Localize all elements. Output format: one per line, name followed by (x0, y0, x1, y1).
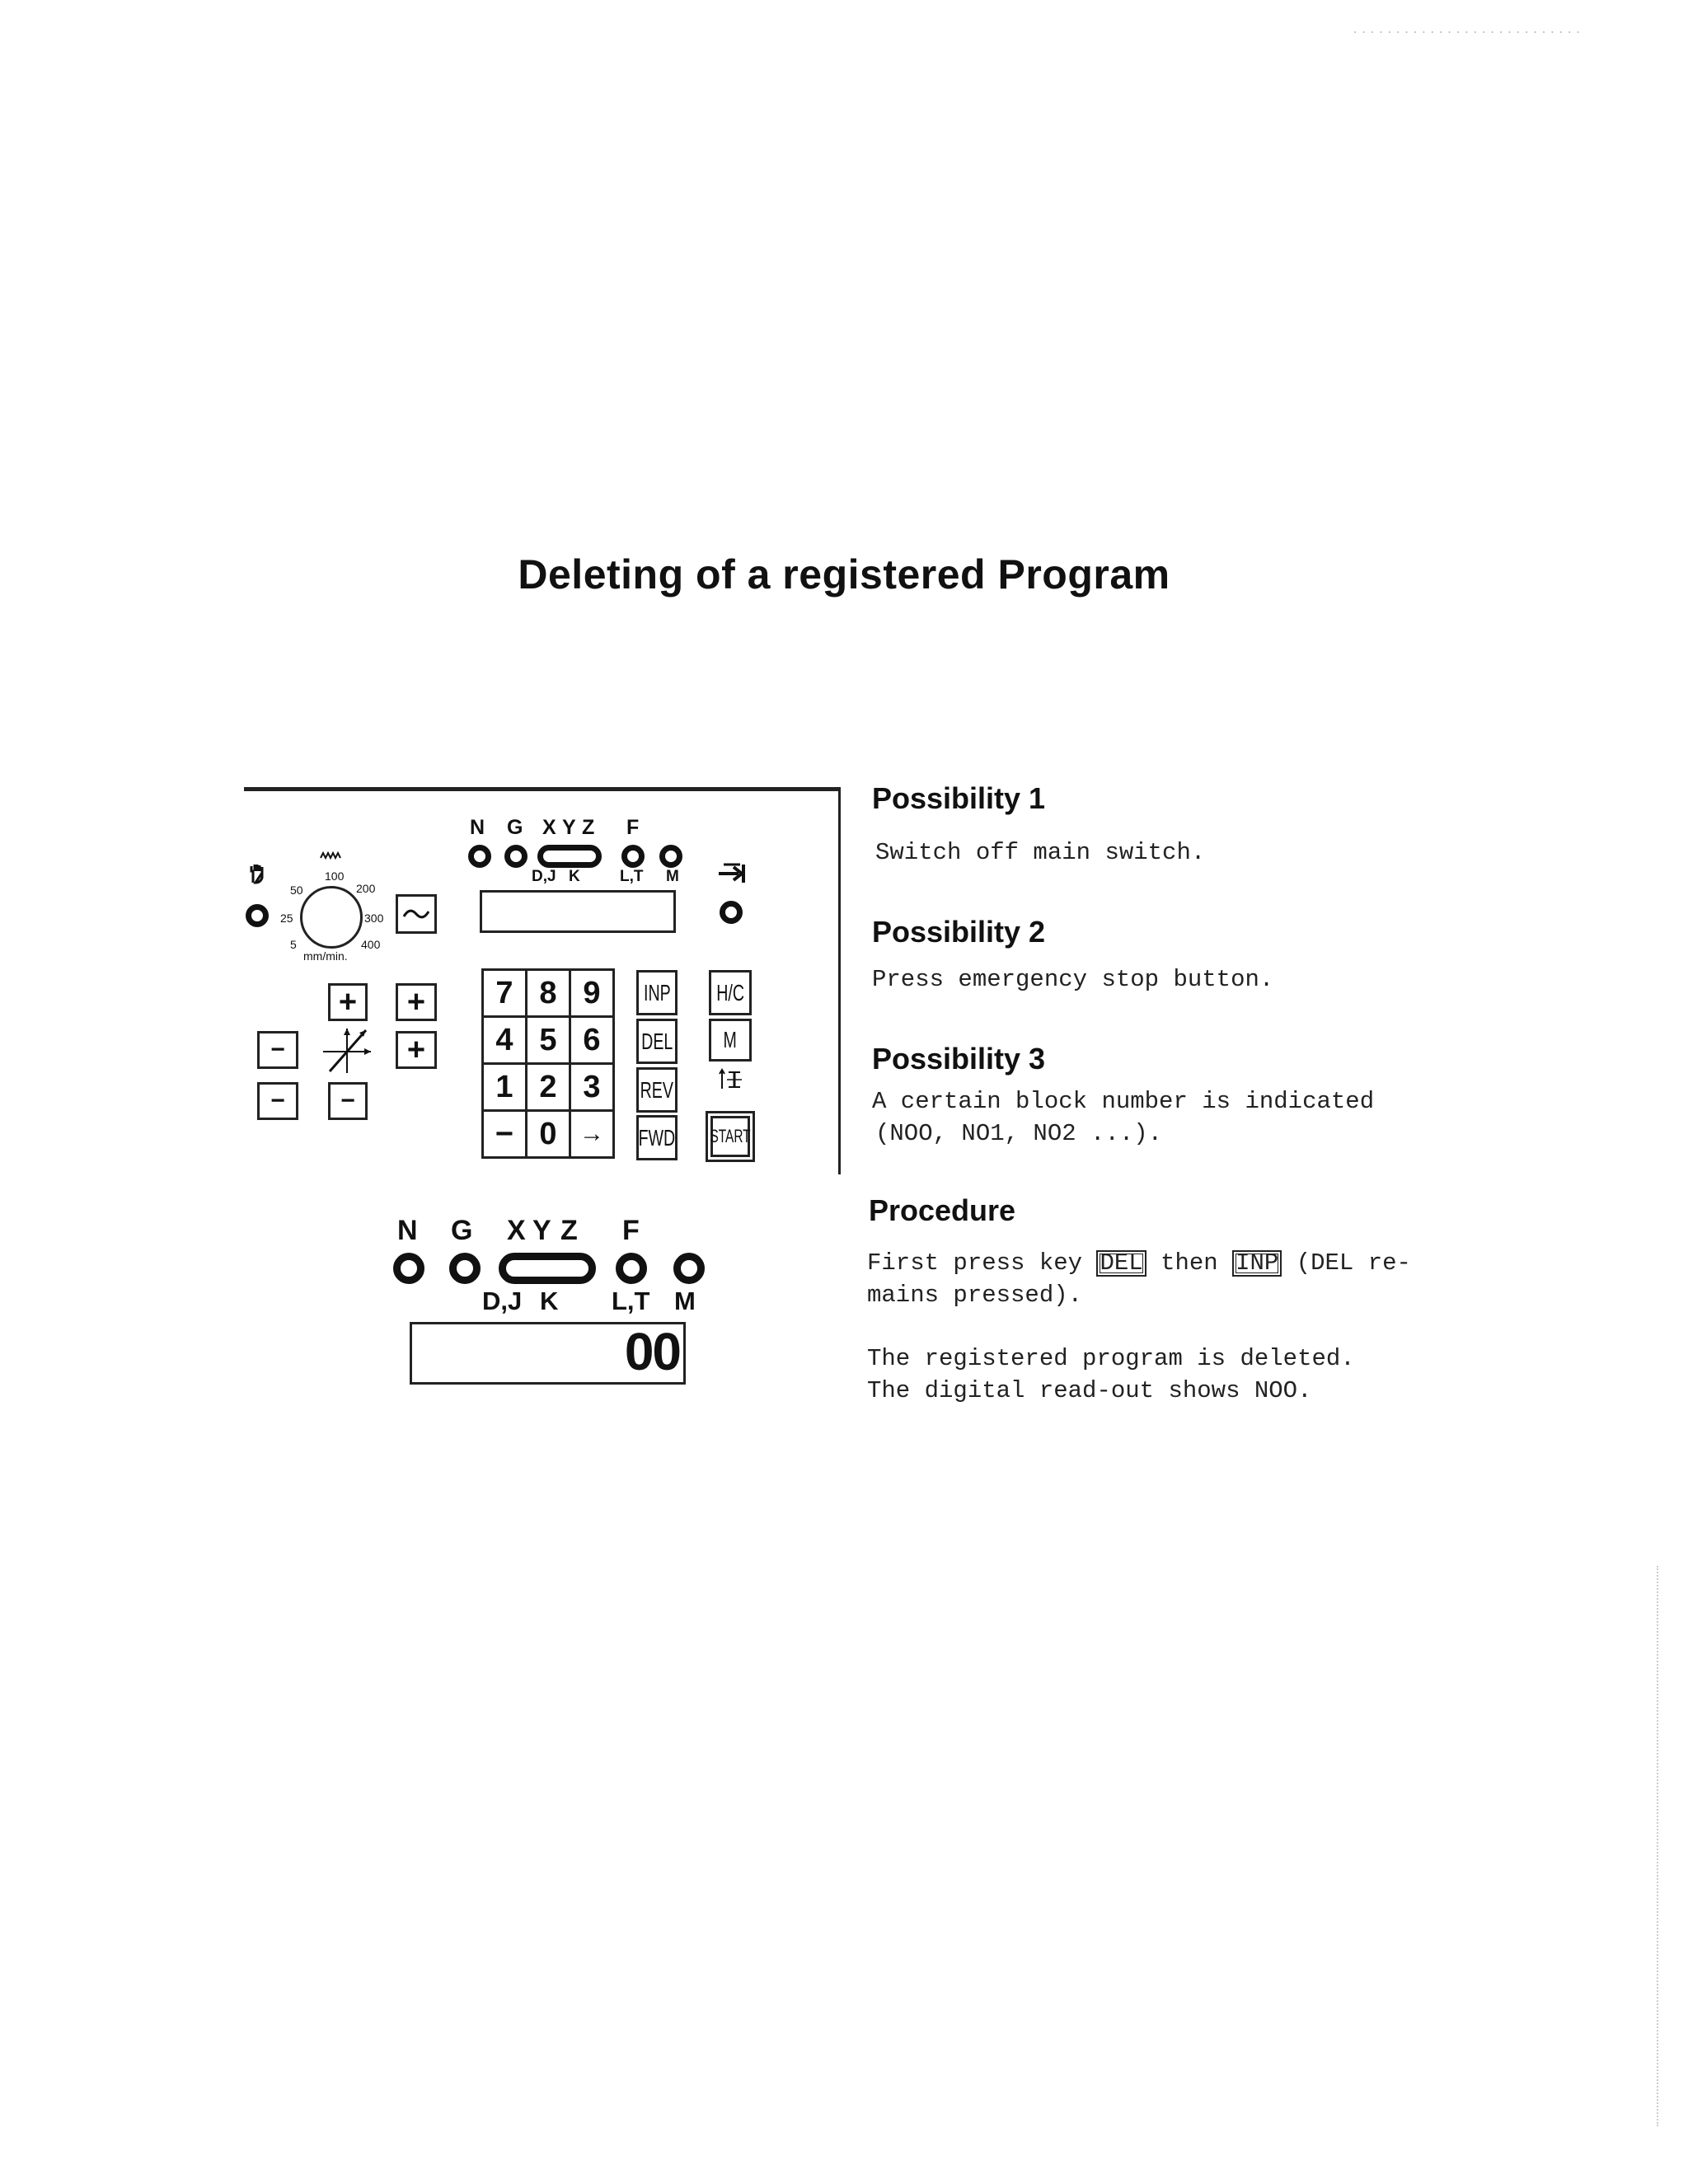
indicator-lamp-g (504, 845, 528, 868)
inp-key[interactable]: INP (636, 970, 678, 1015)
control-panel-diagram (239, 787, 841, 1174)
del-key-reference: DEL (1096, 1250, 1146, 1277)
panel-top-border (244, 787, 839, 791)
page-title: Deleting of a registered Program (518, 551, 1170, 598)
hc-key[interactable]: H/C (709, 970, 752, 1015)
possibility-3-text-line-2: (NOO, NO1, NO2 ...). (875, 1120, 1163, 1147)
readout-sublabel-m: M (674, 1286, 696, 1315)
fwd-key[interactable]: FWD (636, 1115, 678, 1160)
feed-rate-dial[interactable] (300, 886, 363, 949)
procedure-line-1: First press key DEL then INP (DEL re- (867, 1249, 1411, 1277)
keypad-key-9[interactable]: 9 (569, 968, 615, 1018)
dial-label-25: 25 (280, 912, 293, 925)
possibility-1-text: Switch off main switch. (875, 839, 1206, 866)
start-key[interactable]: START (706, 1111, 755, 1162)
readout-label-g: G (451, 1215, 473, 1246)
readout-lamp-g (449, 1253, 481, 1284)
readout-sublabel-k: K (540, 1286, 559, 1315)
rapid-traverse-button[interactable] (396, 894, 437, 934)
inp-key-reference: INP (1232, 1250, 1282, 1277)
readout-sublabel-dj: D,J (482, 1286, 523, 1315)
readout-label-z: Z (560, 1215, 578, 1246)
del-key[interactable]: DEL (636, 1019, 678, 1064)
readout-lamp-m (673, 1253, 705, 1284)
indicator-sublabel-lt: L,T (620, 868, 644, 885)
jog-minus-y-button[interactable]: − (328, 1082, 368, 1120)
cycle-lamp (720, 901, 743, 924)
wave-icon (320, 851, 341, 860)
indicator-label-n: N (470, 816, 485, 839)
panel-digital-display (480, 890, 676, 933)
indicator-sublabel-dj: D,J (532, 868, 556, 885)
indicator-label-f: F (626, 816, 640, 839)
procedure-result-line-1: The registered program is deleted. (867, 1345, 1355, 1372)
jog-minus-x-button[interactable]: − (257, 1031, 298, 1069)
dial-label-100: 100 (325, 869, 345, 883)
keypad-key-8[interactable]: 8 (525, 968, 571, 1018)
indicator-label-y: Y (562, 816, 576, 839)
panel-right-border (838, 787, 841, 1174)
dial-label-400: 400 (361, 938, 381, 951)
indicator-sublabel-k: K (569, 868, 580, 885)
arrow-into-icon (715, 860, 748, 888)
keypad-key-4[interactable]: 4 (481, 1015, 528, 1065)
jog-plus-y-button[interactable]: + (328, 983, 368, 1021)
readout-lamp-xyz (499, 1253, 596, 1284)
dial-label-300: 300 (364, 912, 384, 925)
keypad-key-minus[interactable]: − (481, 1109, 528, 1159)
readout-label-x: X (507, 1215, 526, 1246)
sine-wave-icon (402, 907, 430, 921)
procedure-heading: Procedure (869, 1193, 1016, 1227)
keypad-key-5[interactable]: 5 (525, 1015, 571, 1065)
indicator-lamp-f (621, 845, 645, 868)
keypad-key-7[interactable]: 7 (481, 968, 528, 1018)
readout-lamp-n (393, 1253, 424, 1284)
indicator-label-x: X (542, 816, 556, 839)
indicator-label-z: Z (582, 816, 595, 839)
readout-value: 00 (624, 1322, 680, 1381)
dial-label-200: 200 (356, 882, 376, 895)
possibility-2-text: Press emergency stop button. (872, 966, 1274, 993)
readout-label-n: N (397, 1215, 418, 1246)
procedure-result-line-2: The digital read-out shows NOO. (867, 1377, 1312, 1404)
indicator-lamp-m (659, 845, 682, 868)
keypad-key-1[interactable]: 1 (481, 1062, 528, 1112)
readout-label-f: F (622, 1215, 640, 1246)
keypad-key-arrow[interactable]: → (569, 1109, 615, 1159)
jog-plus-x-button[interactable]: + (396, 1031, 437, 1069)
keypad-key-6[interactable]: 6 (569, 1015, 615, 1065)
readout-sublabel-lt: L,T (612, 1286, 650, 1315)
indicator-lamp-xyz (537, 845, 602, 868)
indicator-label-g: G (507, 816, 523, 839)
indicator-sublabel-m: M (666, 868, 679, 885)
keypad-key-0[interactable]: 0 (525, 1109, 571, 1159)
indicator-lamp-n (468, 845, 491, 868)
possibility-2-heading: Possibility 2 (872, 915, 1046, 949)
axes-cross-icon (318, 1022, 376, 1080)
procedure-line-2: mains pressed). (867, 1282, 1083, 1309)
single-block-icon (717, 1067, 745, 1092)
m-key[interactable]: M (709, 1019, 752, 1062)
readout-display (410, 1322, 686, 1385)
possibility-3-heading: Possibility 3 (872, 1042, 1046, 1076)
dial-label-50: 50 (290, 883, 303, 897)
possibility-3-text-line-1: A certain block number is indicated (872, 1088, 1375, 1115)
keypad-key-2[interactable]: 2 (525, 1062, 571, 1112)
readout-label-y: Y (532, 1215, 551, 1246)
rev-key[interactable]: REV (636, 1067, 678, 1113)
jog-plus-z-button[interactable]: + (396, 983, 437, 1021)
readout-lamp-f (616, 1253, 647, 1284)
keypad-key-3[interactable]: 3 (569, 1062, 615, 1112)
possibility-1-heading: Possibility 1 (872, 781, 1046, 815)
scan-edge-line (1657, 1566, 1658, 2126)
hand-icon (249, 863, 267, 884)
dial-label-5: 5 (290, 938, 297, 951)
dial-unit-label: mm/min. (303, 949, 348, 963)
feed-override-lamp (246, 904, 269, 927)
scan-margin-dots: ··························· (1352, 26, 1583, 40)
jog-minus-z-button[interactable]: − (257, 1082, 298, 1120)
